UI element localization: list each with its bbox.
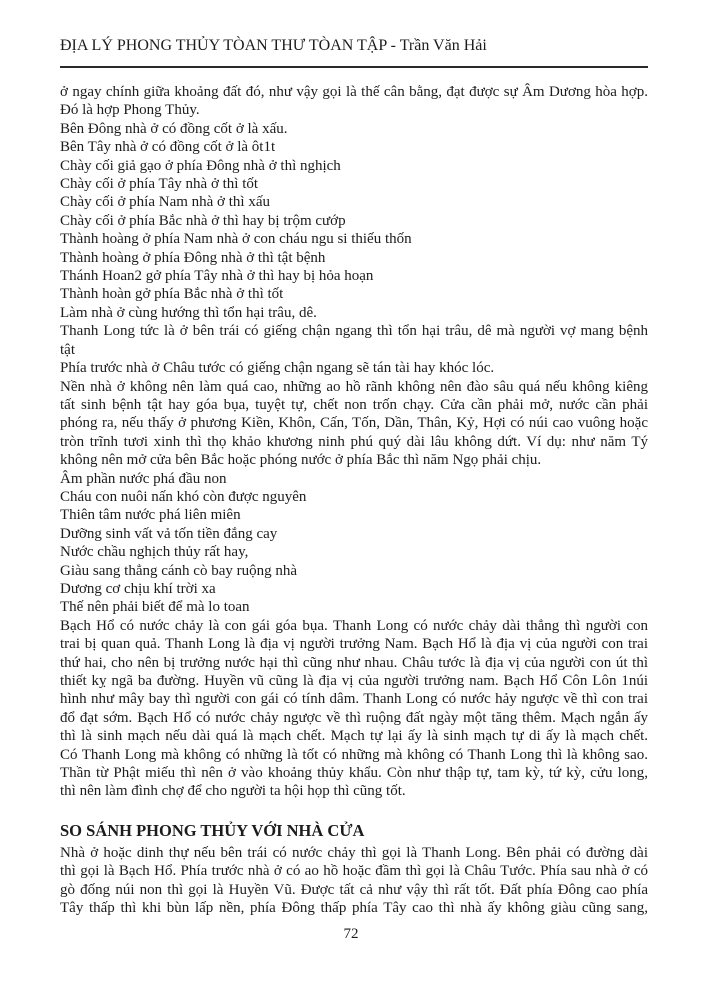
section-heading: SO SÁNH PHONG THỦY VỚI NHÀ CỬA [60, 820, 365, 840]
text-line: Nền nhà ở không nên làm quá cao, những ao hồ rãnh không nên đào sâu quá nếu không kiêng [60, 378, 648, 395]
text-line: tròn trĩnh tươi xinh thì thọ khảo khương ninh phú quý dài lâu không dứt. Ví dụ: như năm Tý [60, 433, 648, 450]
text-line: Âm phần nước phá đầu non [60, 470, 227, 487]
text-line: thì là sinh mạch nếu dài quá là mạch chết. Mạch tự lại ấy là sinh mạch tự di ấy là mạch chết. [60, 728, 648, 745]
page-footer [0, 926, 702, 943]
text-line: đổ đạt sớm. Bạch Hổ có nước chảy ngược về thì ruộng đất ngày một tăng thêm. Mạch ngắn ấy [60, 709, 648, 726]
text-line: thì gọi là Bạch Hổ. Phía trước nhà ở có ao hồ hoặc đầm thì gọi là Châu Tước. Phía sau nhà ở có [60, 863, 648, 880]
text-line: Thanh Long tức là ở bên trái có giếng chận ngang thì tổn hại trâu, dê mà người vợ mang bệnh [60, 323, 648, 340]
text-line: Giàu sang thẳng cánh cò bay ruộng nhà [60, 562, 298, 579]
text-line: trai bị quan quả. Thanh Long là địa vị người trưởng Nam. Bạch Hổ là địa vị của người con trai [60, 636, 648, 653]
text-line: Làm nhà ở cùng hướng thì tổn hại trâu, dê. [60, 304, 317, 321]
text-line: thiết kỵ ngã ba đường. Huyền vũ cũng là địa vị của người trưởng nam. Bạch Hổ Côn Lôn 1núi [60, 673, 648, 689]
text-line: thì nên làm đình chợ để cho người ta hội họp thì cũng tốt. [60, 783, 406, 800]
text-line: Phía trước nhà ở Châu tước có giếng chận ngang sẽ tán tài hay khóc lóc. [60, 360, 495, 377]
page-body [60, 83, 648, 917]
text-line: hình như mây bay thì người con gái có tính dâm. Thanh Long có nước hảy ngược về thì con trai [60, 691, 648, 708]
text-line: Chày cối ở phía Nam nhà ở thì xấu [60, 194, 270, 211]
text-line: thứ hai, cho nên bị trưởng nước hại thì cũng như nhau. Châu tước là địa vị của người con út thì [60, 654, 648, 671]
text-line: không nên mở cửa bên Bắc hoặc phóng nước ở phía Bắc thì năm Ngọ phải chịu. [60, 452, 542, 469]
text-line: Đó là hợp Phong Thủy. [60, 102, 200, 119]
text-line: Bạch Hổ có nước chảy là con gái góa bụa. Thanh Long có nước chảy dài thẳng thì người con [60, 617, 648, 634]
page-number: 72 [343, 926, 359, 942]
text-line: Có Thanh Long mà không có những là tốt có những mà không có Thanh Long thì là không sao. [60, 746, 648, 763]
text-line: Dương cơ chịu khí trời xa [60, 580, 216, 597]
text-line: Thế nên phải biết để mà lo toan [60, 599, 250, 616]
text-line: Chày cối ở phía Bắc nhà ở thì hay bị trộm cướp [60, 212, 346, 229]
text-line: Thần từ Phật miếu thì nên ở vào khoảng thủy khẩu. Còn như thập tự, tam kỳ, tứ kỳ, cửu long, [60, 765, 648, 782]
text-line: phóng ra, nếu thấy ở phương Kiền, Khôn, Cấn, Tốn, Dần, Thân, Kỷ, Hợi có núi cao vuông hoặc [60, 415, 648, 432]
text-line: Thành hoàn gở phía Bắc nhà ở thì tốt [60, 286, 284, 303]
text-line: tất sinh bệnh tật hay góa bụa, tuyệt tự, chết non trốn chạy. Cửa cần phải mở, nước cần phải [60, 396, 648, 413]
text-line: Tây thấp thì khi bùn lấp nền, phía Đông thấp phía Tây cao thì nhà ấy không giàu cũng sang, [60, 900, 648, 917]
text-line: Nước chầu nghịch thủy rất hay, [60, 544, 249, 561]
header-title: ĐỊA LÝ PHONG THỦY TÒAN THƯ TÒAN TẬP - Trần Văn Hải [60, 37, 487, 54]
text-line: Thành hoàng ở phía Đông nhà ở thì tật bệnh [60, 249, 326, 266]
text-line: Chày cối ở phía Tây nhà ở thì tốt [60, 176, 259, 193]
text-line: Thiên tâm nước phá liên miên [60, 507, 241, 524]
page-header [60, 36, 648, 68]
text-line: Bên Tây nhà ở có đồng cốt ở là ôt1t [60, 139, 276, 156]
text-line: Cháu con nuôi nấn khó còn được nguyên [60, 488, 307, 505]
text-line: Thành hoàng ở phía Nam nhà ở con cháu ngu si thiếu thốn [60, 231, 412, 248]
text-line: gò đống núi non thì gọi là Huyền Vũ. Được tất cả như vậy thì rất tốt. Đất phía Đông cao phía [60, 881, 648, 898]
text-line: tật [60, 341, 75, 358]
text-line: Dưỡng sinh vất vả tốn tiền đắng cay [60, 525, 278, 542]
text-line: ở ngay chính giữa khoảng đất đó, như vậy gọi là thế cân bằng, đạt được sự Âm Dương hòa hợp. [60, 84, 648, 100]
text-line: Thánh Hoan2 gở phía Tây nhà ở thì hay bị hỏa hoạn [60, 268, 374, 285]
text-line: Bên Đông nhà ở có đồng cốt ở là xấu. [60, 120, 288, 137]
text-line: Chày cối giả gạo ở phía Đông nhà ở thì nghịch [60, 157, 341, 174]
text-line: Nhà ở hoặc dinh thự nếu bên trái có nước chảy thì gọi là Thanh Long. Bên phải có đường dài [60, 844, 648, 861]
